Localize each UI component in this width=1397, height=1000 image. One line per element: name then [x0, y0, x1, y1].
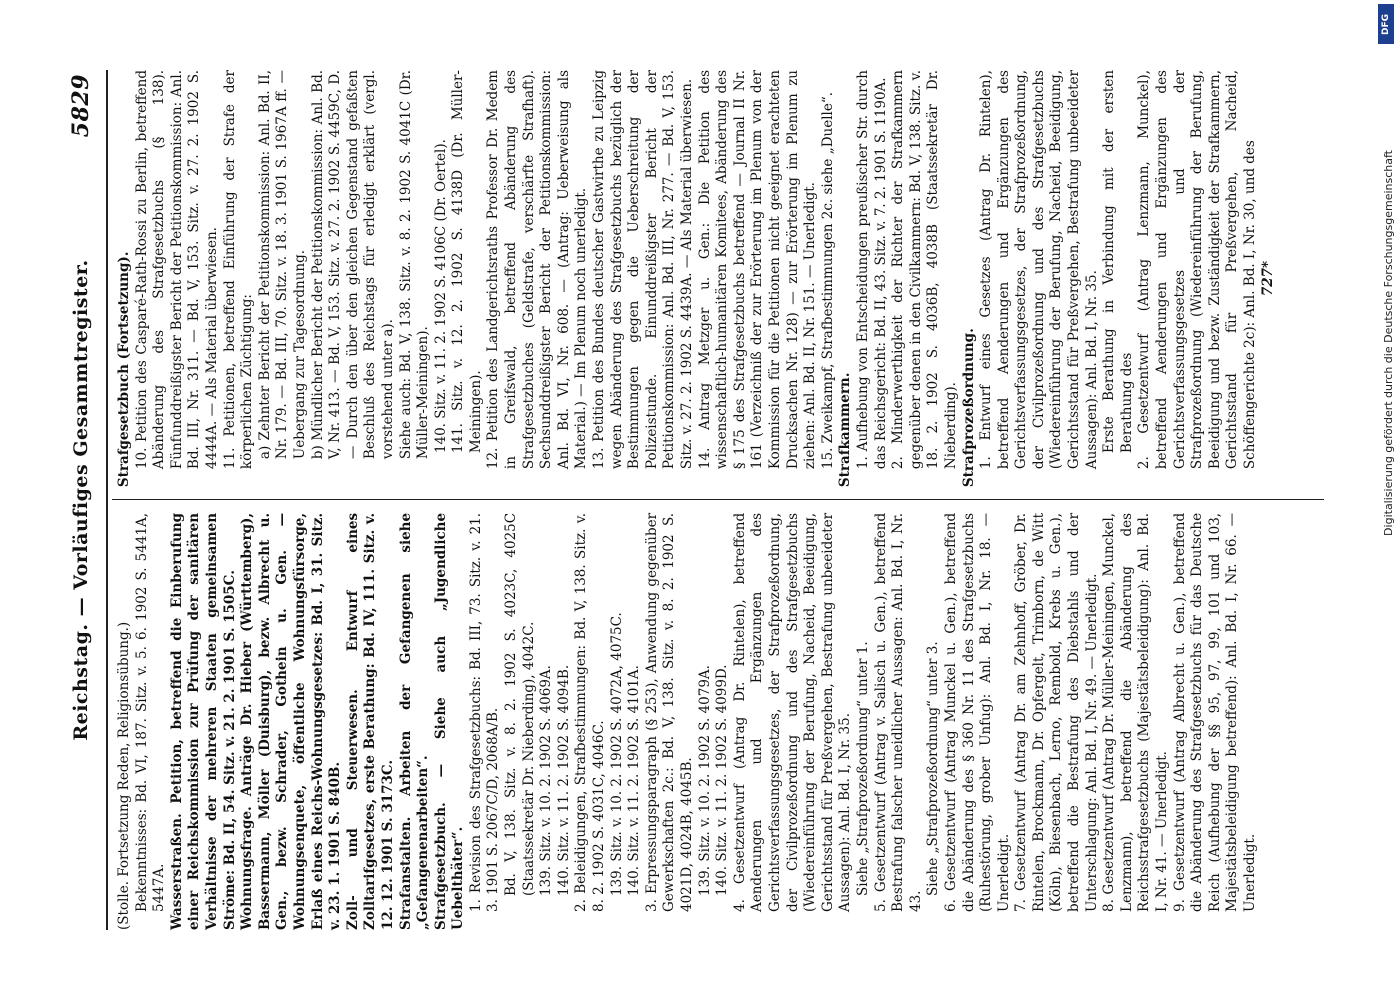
- left-column: [116, 513, 1260, 930]
- list-item: 139. Sitz. v. 10. 2. 1902 S. 4069A.: [537, 665, 554, 896]
- list-item: Erste Berathung in Verbindung mit der ersten Berathung des: [1100, 70, 1135, 454]
- entry-text: Bekenntnisses: Bd. VI, 187. Sitz. v. 5. 6. 1902 S. 5441A, 5447A.: [133, 512, 167, 912]
- dfg-sidebar: [1375, 0, 1397, 1000]
- entry-strafkammern: Strafkammern.: [836, 372, 853, 488]
- list-item: 8. Gesetzentwurf (Antrag Dr. Müller-Meiningen, Munckel, Lenzmann), betreffend die Abänderung des Reichsstrafgesetzbuchs (Majestätsbeleidigung): Anl. Bd. I, Nr. 41. — Unerledigt.: [1100, 512, 1170, 912]
- list-item: 9. Gesetzentwurf (Antrag Albrecht u. Gen.), betreffend die Abänderung des Strafgesetzbuchs für das Deutsche Reich (Aufhebung der §§ 95, 97, 99, 101 und 103, Majestätsbeleidigung betreffend): Anl. Bd. I, Nr. 66. — Unerledigt.: [1171, 512, 1258, 912]
- entry-wasserstrassen: Wasserstraßen. Petition, betreffend die Einberufung einer Reichskommission zur Prüfung der sanitären Verhältnisse der mehreren Staaten gemeinsamen Ströme: Bd. II, 54. Sitz. v. 21. 2. 1901 S. 1505C.: [168, 512, 238, 930]
- list-item: Bd. V, 138. Sitz. v. 8. 2. 1902 S. 4023C, 4025C (Staatssekretär Dr. Nieberding), 4042C.: [502, 512, 537, 896]
- running-title: Reichstag. — Vorläufiges Gesammtregister.: [69, 259, 92, 741]
- list-item: Siehe auch: Bd. V, 138. Sitz. v. 8. 2. 1902 S. 4041C (Dr. Müller-Meiningen).: [397, 70, 431, 460]
- entry-strafprozessordnung: Strafprozeßordnung.: [960, 328, 976, 488]
- page-header: [64, 70, 104, 930]
- dfg-logo: DFG: [1378, 4, 1394, 44]
- signature-mark: 727*: [1259, 260, 1276, 297]
- entry-strafgesetzbuch-cont: Strafgesetzbuch (Fortsetzung).: [115, 251, 132, 488]
- list-item: 1. Revision des Strafgesetzbuchs: Bd. III, 73. Sitz. v. 21. 3. 1901 S. 2067C/D, 2068A/B.: [467, 512, 501, 912]
- list-item: b) Mündlicher Bericht der Petitionskommission: Anl. Bd. V, Nr. 413. — Bd. V, 153. Sitz. v. 27. 2. 1902 S. 4459C, D. — Durch den über den gleichen Gegenstand gefaßten Beschluß des Reichstags für erledigt erklärt (vergl. vorstehend unter a).: [309, 70, 396, 460]
- list-item: 2. Minderwerthigkeit der Richter der Strafkammern gegenüber denen in den Civilkammern: Bd. V, 138. Sitz. v. 18. 2. 1902 S. 4036B, 4038B (Staatssekretär Dr. Nieberding).: [889, 70, 959, 470]
- entry-wohnungsfrage: Wohnungsfrage. Anträge Dr. Hieber (Württemberg), Bassermann, Möller (Duisburg), bezw. Albrecht u. Gen., bezw. Schrader, Gothein u. Gen. — Wohnungsenquete, öffentliche Wohnungsfürsorge, Erlaß eines Reichs-Wohnungsgesetzes: Bd. I, 31. Sitz. v. 23. 1. 1901 S. 840B.: [238, 512, 343, 930]
- list-item: Siehe „Strafprozeßordnung“ unter 3.: [924, 641, 941, 896]
- list-item: 6. Gesetzentwurf (Antrag Munckel u. Gen.), betreffend die Abänderung des § 360 Nr. 11 des Strafgesetzbuchs (Ruhestörung, grober Unfug): Anl. Bd. I, Nr. 18. — Unerledigt.: [942, 512, 1012, 912]
- list-item: 140. Sitz. v. 11. 2. 1902 S. 4101A.: [625, 665, 642, 896]
- column-divider: [112, 499, 1324, 500]
- list-item: 13. Petition des Bundes deutscher Gastwirthe zu Leipzig wegen Abänderung des Strafgesetzbuchs bezüglich der Bestimmungen gegen die Ueberschreitung der Polizeistunde. Einunddreißigster Bericht der Petitionskommission: Anl. Bd. III, Nr. 277. — Bd. V, 153. Sitz. v. 27. 2. 1902 S. 4439A. — Als Material überwiesen.: [590, 70, 695, 470]
- list-item: 1. Entwurf eines Gesetzes (Antrag Dr. Rintelen), betreffend Aenderungen und Ergänzungen des Gerichtsverfassungsgesetzes, der Strafprozeßordnung, der Civilprozeßordnung und des Strafgesetzbuchs (Wiedereinführung der Berufung, Nacheid, Beeidigung, Gerichtsstand für Preßvergehen, Bestrafung unbeeideter Aussagen): Anl. Bd. I, Nr. 35.: [977, 70, 1100, 470]
- list-item: 10. Petition des Casparé-Rath-Rossi zu Berlin, betreffend Abänderung des Strafgesetzbuchs (§ 138). Fünfunddreißigster Bericht der Petitionskommission: Anl. Bd. III, Nr. 311. — Bd. V, 153. Sitz. v. 27. 2. 1902 S. 4444A. — Als Material überwiesen.: [133, 70, 220, 470]
- right-column: [116, 70, 1277, 487]
- entry-zoll-steuerwesen: Zoll- und Steuerwesen. Entwurf eines Zolltarifgesetzes, erste Berathung: Bd. IV, 111. Sitz. v. 12. 12. 1901 S. 3173C.: [344, 512, 396, 930]
- document-page: [64, 70, 1334, 930]
- list-item: 139. Sitz. v. 10. 2. 1902 S. 4072A, 4075C.: [608, 612, 625, 896]
- entry-strafanstalten: Strafanstalten. Arbeiten der Gefangenen siehe „Gefangenenarbeiten“.: [397, 512, 431, 930]
- list-item: 12. Petition des Landgerichtsraths Professor Dr. Medem in Greifswald, betreffend Abänderung des Strafgesetzbuches (Geldstrafe, verschärfte Strafhaft). Sechsunddreißigster Bericht der Petitionskommission: Anl. Bd. VI, Nr. 608. — (Antrag: Ueberweisung als Material.) — Im Plenum noch unerledigt.: [484, 70, 589, 470]
- list-item: 1. Aufhebung von Entscheidungen preußischer Str. durch das Reichsgericht: Bd. II, 43. Sitz. v. 7. 2. 1901 S. 1190A.: [854, 70, 889, 470]
- list-item: a) Zehnter Bericht der Petitionskommission: Anl. Bd. II, Nr. 179. — Bd. III, 70. Sitz. v. 18. 3. 1901 S. 1967A ff. — Uebergang zur Tagesordnung.: [256, 70, 308, 460]
- page-number: 5829: [67, 74, 94, 138]
- entry-strafgesetzbuch: Strafgesetzbuch. — Siehe auch „Jugendliche Uebelthäter“.: [432, 512, 466, 930]
- list-item: 11. Petitionen, betreffend Einführung der Strafe der körperlichen Züchtigung:: [221, 70, 255, 470]
- list-item: Siehe „Strafprozeßordnung“ unter 1.: [854, 641, 871, 896]
- header-rule: [106, 70, 108, 930]
- list-item: 4. Gesetzentwurf (Antrag Dr. Rintelen), betreffend Aenderungen und Ergänzungen des Gerichtsverfassungsgesetzes, der Strafprozeßordnung, der Civilprozeßordnung und des Strafgesetzbuchs (Wiedereinführung der Berufung, Nacheid, Beeidigung, Gerichtsstand für Preßvergehen, Bestrafung unbeeideter Aussagen): Anl. Bd. I, Nr. 35.: [731, 512, 853, 912]
- list-item: 14. Antrag Metzger u. Gen.: Die Petition des wissenschaftlich-humanitären Komitees, Abänderung des § 175 des Strafgesetzbuchs betreffend — Journal II Nr. 161 (Verzeichniß der zur Erörterung im Plenum von der Kommission für die Petitionen nicht geeignet erachteten Drucksachen Nr. 128) — zur Erörterung im Plenum zu ziehen: Anl. Bd. II, Nr. 151. — Unerledigt.: [696, 70, 818, 470]
- list-item: 140. Sitz. v. 11. 2. 1902 S. 4106C (Dr. Oertel).: [432, 139, 449, 454]
- list-item: 3. Erpressungsparagraph (§ 253), Anwendung gegenüber Gewerkschaften 2c.: Bd. V, 138. Sitz. v. 8. 2. 1902 S. 4021D, 4024B, 4045B.: [643, 512, 695, 912]
- list-item: 7. Gesetzentwurf (Antrag Dr. am Zehnhoff, Gröber, Dr. Rintelen, Brockmann, Dr. Opfergelt, Trimborn, de Witt (Köln), Biesenbach, Lerno, Rembold, Krebs u. Gen.), betreffend die Bestrafung des Diebstahls und der Unterschlagung: Anl. Bd. I, Nr. 49. — Unerledigt.: [1012, 512, 1100, 912]
- list-item: 139. Sitz. v. 10. 2. 1902 S. 4079A.: [696, 665, 713, 896]
- funding-note: Digitalisierung gefördert durch die Deutsche Forschungsgemeinschaft: [1382, 150, 1395, 536]
- list-item: 2. Gesetzentwurf (Antrag Lenzmann, Munckel), betreffend Aenderungen und Ergänzungen des Gerichtsverfassungsgesetzes und der Strafprozeßordnung (Wiedereinführung der Berufung, Beeidigung und bezw. Zuständigkeit der Strafkammern, Gerichtsstand für Preßvergehen, Nacheid, Schöffengerichte 2c): Anl. Bd. I, Nr. 30, und des: [1135, 70, 1258, 470]
- list-item: 140. Sitz. v. 11. 2. 1902 S. 4094B.: [555, 664, 572, 896]
- list-item: 15. Zweikampf, Strafbestimmungen 2c. siehe „Duelle“.: [819, 91, 836, 470]
- entry-continuation: (Stolle. Fortsetzung Reden, Religionsübung.): [115, 621, 132, 930]
- list-item: 140. Sitz. v. 11. 2. 1902 S. 4099D.: [713, 664, 730, 896]
- list-item: 5. Gesetzentwurf (Antrag v. Salisch u. Gen.), betreffend Bestrafung falscher uneidlicher Aussagen: Anl. Bd. I, Nr. 43.: [872, 512, 924, 912]
- list-item: 2. Beleidigungen, Strafbestimmungen: Bd. V, 138. Sitz. v. 8. 2. 1902 S. 4031C, 4046C.: [572, 512, 607, 912]
- list-item: 141. Sitz. v. 12. 2. 1902 S. 4138D (Dr. Müller-Meiningen).: [449, 70, 484, 454]
